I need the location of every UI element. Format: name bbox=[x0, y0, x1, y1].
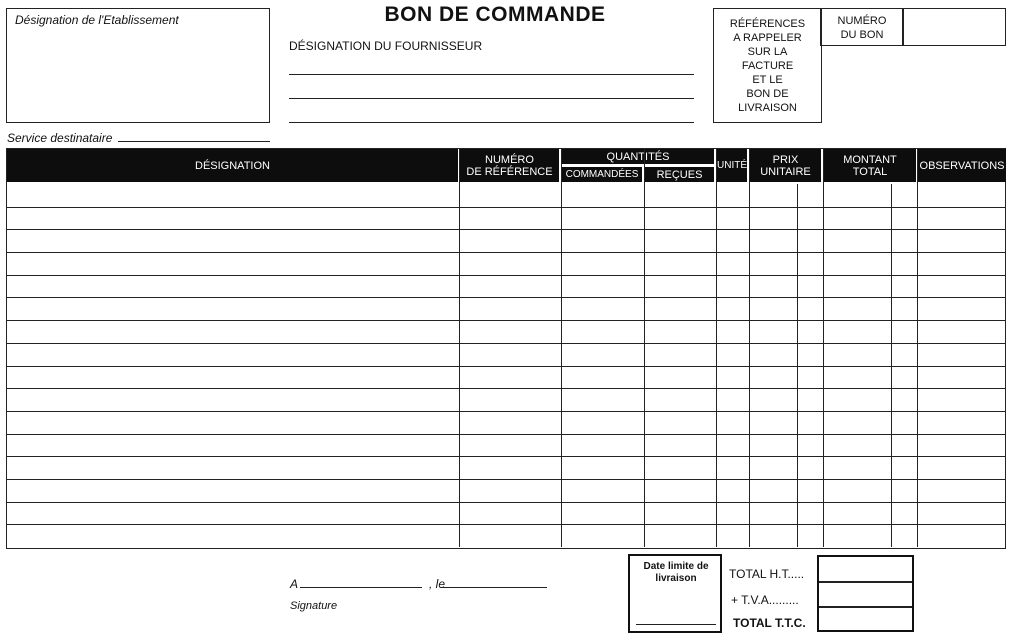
references-box bbox=[713, 8, 822, 123]
total-ttc-label: TOTAL T.T.C. bbox=[733, 616, 806, 630]
header-total-amount-line: TOTAL bbox=[852, 165, 888, 178]
table-row[interactable] bbox=[7, 320, 1005, 343]
references-text bbox=[714, 17, 821, 115]
table-row[interactable] bbox=[7, 343, 1005, 366]
tva-label: + T.V.A......... bbox=[731, 593, 799, 607]
totals-box bbox=[817, 555, 914, 632]
header-unit: UNITÉ bbox=[717, 149, 747, 182]
references-line: ET LE bbox=[752, 74, 783, 86]
order-table bbox=[6, 148, 1006, 549]
references-line: SUR LA bbox=[747, 46, 788, 58]
supplier-line-1[interactable] bbox=[289, 74, 694, 75]
table-row[interactable] bbox=[7, 297, 1005, 320]
header-designation: DÉSIGNATION bbox=[7, 149, 458, 182]
order-number-label-box bbox=[820, 8, 904, 46]
total-ht-field[interactable] bbox=[819, 557, 912, 581]
supplier-label: DÉSIGNATION DU FOURNISSEUR bbox=[289, 39, 483, 53]
header-reference-line: NUMÉRO bbox=[485, 153, 534, 166]
service-label: Service destinataire bbox=[7, 131, 113, 145]
table-row[interactable] bbox=[7, 479, 1005, 502]
table-row[interactable] bbox=[7, 456, 1005, 479]
table-row[interactable] bbox=[7, 184, 1005, 207]
references-line: RÉFÉRENCES bbox=[729, 18, 806, 30]
table-row[interactable] bbox=[7, 434, 1005, 457]
table-row[interactable] bbox=[7, 502, 1005, 525]
delivery-date-line: Date limite de bbox=[643, 561, 709, 572]
delivery-date-field[interactable] bbox=[636, 624, 716, 625]
total-ht-label: TOTAL H.T..... bbox=[729, 567, 805, 581]
delivery-date-label bbox=[634, 561, 718, 585]
table-row[interactable] bbox=[7, 207, 1005, 230]
total-ttc-field[interactable] bbox=[819, 608, 912, 630]
page-title: BON DE COMMANDE bbox=[384, 3, 606, 26]
table-row[interactable] bbox=[7, 252, 1005, 275]
header-received: REÇUES bbox=[645, 167, 714, 182]
header-total-amount bbox=[824, 149, 916, 182]
date-label: , le bbox=[429, 577, 446, 591]
order-number-field[interactable] bbox=[902, 8, 1006, 46]
header-total-amount-line: MONTANT bbox=[843, 153, 897, 166]
supplier-line-3[interactable] bbox=[289, 122, 694, 123]
header-reference-line: DE RÉFÉRENCE bbox=[466, 165, 553, 178]
order-number-line: DU BON bbox=[840, 29, 884, 41]
establishment-label: Désignation de l'Etablissement bbox=[15, 13, 179, 27]
order-number-label bbox=[821, 14, 903, 42]
place-label: A bbox=[290, 577, 299, 591]
header-ordered: COMMANDÉES bbox=[562, 167, 642, 182]
header-unit-price-line: UNITAIRE bbox=[760, 165, 811, 178]
signature-label: Signature bbox=[290, 600, 338, 612]
header-unit-price-line: PRIX bbox=[772, 153, 799, 166]
delivery-date-line: livraison bbox=[655, 573, 697, 584]
references-line: A RAPPELER bbox=[733, 32, 802, 44]
table-row[interactable] bbox=[7, 411, 1005, 434]
tva-field[interactable] bbox=[819, 583, 912, 606]
references-line: BON DE bbox=[746, 88, 789, 100]
table-row[interactable] bbox=[7, 366, 1005, 389]
table-row[interactable] bbox=[7, 229, 1005, 252]
header-observations: OBSERVATIONS bbox=[918, 149, 1006, 182]
header-unit-price bbox=[750, 149, 821, 182]
table-row[interactable] bbox=[7, 388, 1005, 411]
header-reference-number bbox=[460, 149, 559, 182]
delivery-date-box[interactable] bbox=[628, 554, 722, 633]
references-line: FACTURE bbox=[741, 60, 794, 72]
header-quantities: QUANTITÉS bbox=[562, 149, 714, 164]
table-row[interactable] bbox=[7, 524, 1005, 547]
supplier-line-2[interactable] bbox=[289, 98, 694, 99]
table-row[interactable] bbox=[7, 275, 1005, 298]
establishment-box[interactable] bbox=[6, 8, 270, 123]
references-line: LIVRAISON bbox=[738, 102, 797, 114]
date-field[interactable] bbox=[441, 587, 547, 588]
place-field[interactable] bbox=[300, 587, 422, 588]
service-field[interactable] bbox=[118, 141, 270, 142]
order-number-line: NUMÉRO bbox=[837, 15, 887, 27]
